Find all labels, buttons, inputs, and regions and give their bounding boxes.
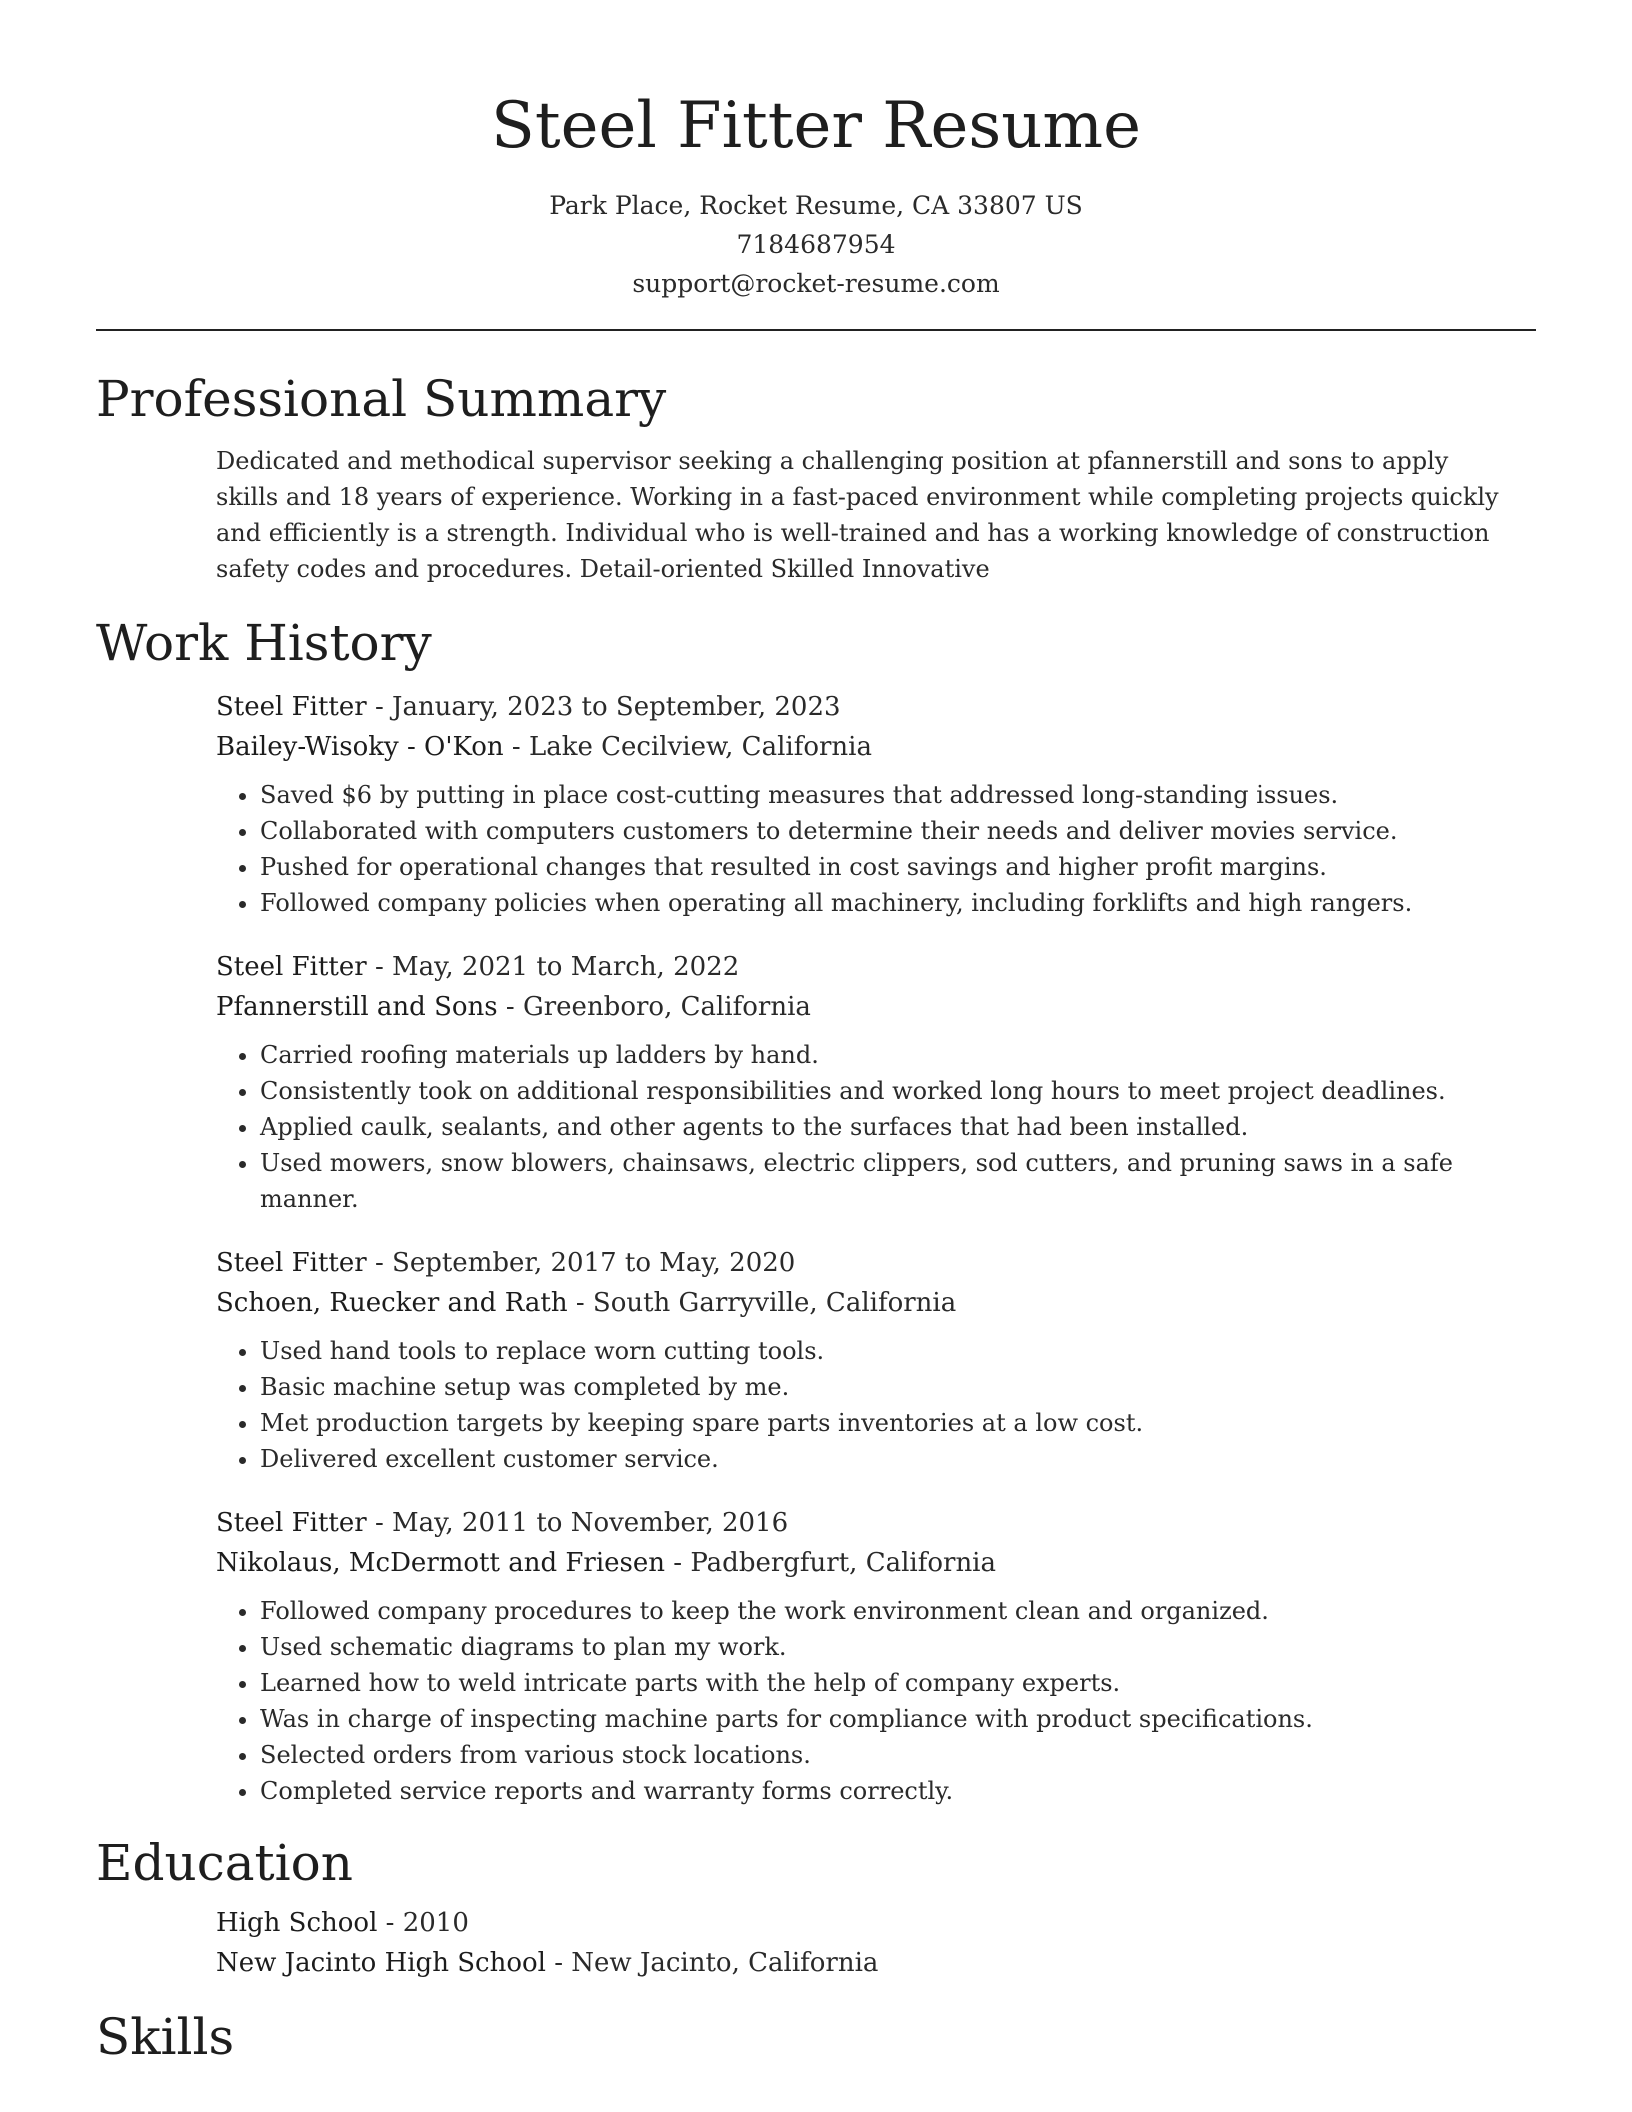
job-dates: May, 2011 to November, 2016 [392,1508,789,1538]
job-bullet: • Saved $6 by putting in place cost-cutting measures that addressed long-standing issues. [260,777,1516,813]
job-bullet: • Pushed for operational changes that resulted in cost savings and higher profit margins. [260,849,1516,885]
job-title: Steel Fitter [216,692,367,722]
job-company: Pfannerstill and Sons [216,992,498,1022]
job-location: Greenboro, California [522,992,811,1022]
job-bullet: • Completed service reports and warranty forms correctly. [260,1773,1516,1809]
job-bullet: • Delivered excellent customer service. [260,1441,1516,1477]
job-bullet: • Met production targets by keeping spare parts inventories at a low cost. [260,1405,1516,1441]
contact-info [96,186,1536,303]
job-bullets [216,1593,1516,1809]
job-title: Steel Fitter [216,952,367,982]
job-bullet: • Used hand tools to replace worn cutting tools. [260,1333,1516,1369]
job-location: South Garryville, California [592,1288,957,1318]
job-title: Steel Fitter [216,1248,367,1278]
job-bullet: • Followed company policies when operating all machinery, including forklifts and high rangers. [260,885,1516,921]
job-bullet: • Learned how to weld intricate parts with the help of company experts. [260,1665,1516,1701]
job-dates: September, 2017 to May, 2020 [392,1248,796,1278]
work-history-list [216,687,1516,1809]
address: Park Place, Rocket Resume, CA 33807 US [549,191,1083,220]
education-school: New Jacinto High School [216,1948,546,1978]
resume-page [96,0,1536,2067]
job-entry [216,1243,1516,1477]
job-bullet: • Used mowers, snow blowers, chainsaws, electric clippers, sod cutters, and pruning saws in a safe manner. [260,1145,1516,1217]
resume-title: Steel Fitter Resume [491,89,1141,163]
job-company-line: Nikolaus, McDermott and Friesen - Padbergfurt, California [216,1548,996,1578]
job-title: Steel Fitter [216,1508,367,1538]
job-company-line: Schoen, Ruecker and Rath - South Garryville, California [216,1288,957,1318]
education-degree: High School [216,1908,378,1938]
education-year: 2010 [402,1908,469,1938]
job-bullet: • Used schematic diagrams to plan my work. [260,1629,1516,1665]
summary-text: Dedicated and methodical supervisor seeking a challenging position at pfannerstill and sons to apply skills and 18 years of experience. Working in a fast-paced environment while completing projects quickly and efficiently is a strength. Individual who is well-trained and has a working knowledge of construction safety codes and procedures. Detail-oriented Skilled Innovative [216,447,1499,583]
job-title-line: Steel Fitter - September, 2017 to May, 2020 [216,1248,796,1278]
job-location: Lake Cecilview, California [528,732,872,762]
job-title-line: Steel Fitter - May, 2011 to November, 2016 [216,1508,789,1538]
job-title-line: Steel Fitter - May, 2021 to March, 2022 [216,952,740,982]
job-location: Padbergfurt, California [690,1548,996,1578]
job-bullets [216,1037,1516,1217]
job-company: Nikolaus, McDermott and Friesen [216,1548,666,1578]
job-bullet: • Selected orders from various stock locations. [260,1737,1516,1773]
job-bullets [216,1333,1516,1477]
email: support@rocket-resume.com [632,269,1000,298]
job-bullet: • Applied caulk, sealants, and other agents to the surfaces that had been installed. [260,1109,1516,1145]
summary-heading: Professional Summary [96,370,667,428]
job-bullet: • Followed company procedures to keep the work environment clean and organized. [260,1593,1516,1629]
job-company-line: Bailey-Wisoky - O'Kon - Lake Cecilview, California [216,732,872,762]
skills-heading: Skills [96,2008,235,2066]
resume-header [96,0,1536,303]
header-divider [96,329,1536,331]
phone: 7184687954 [736,230,896,259]
job-dates: January, 2023 to September, 2023 [392,692,841,722]
job-entry [216,1503,1516,1809]
education-degree-line: High School - 2010 [216,1908,469,1938]
job-title-line: Steel Fitter - January, 2023 to September, 2023 [216,692,841,722]
education-entry [216,1903,1516,1983]
job-bullets [216,777,1516,921]
job-dates: May, 2021 to March, 2022 [392,952,740,982]
job-company: Bailey-Wisoky - O'Kon [216,732,504,762]
job-bullet: • Consistently took on additional responsibilities and worked long hours to meet project deadlines. [260,1073,1516,1109]
job-entry [216,687,1516,921]
job-company-line: Pfannerstill and Sons - Greenboro, California [216,992,811,1022]
education-school-line: New Jacinto High School - New Jacinto, California [216,1948,879,1978]
work-history-heading: Work History [96,614,432,672]
job-company: Schoen, Ruecker and Rath [216,1288,568,1318]
education-heading: Education [96,1834,353,1892]
education-location: New Jacinto, California [571,1948,879,1978]
job-bullet: • Carried roofing materials up ladders by hand. [260,1037,1516,1073]
job-bullet: • Basic machine setup was completed by me. [260,1369,1516,1405]
job-bullet: • Was in charge of inspecting machine parts for compliance with product specifications. [260,1701,1516,1737]
job-bullet: • Collaborated with computers customers to determine their needs and deliver movies service. [260,813,1516,849]
job-entry [216,947,1516,1217]
